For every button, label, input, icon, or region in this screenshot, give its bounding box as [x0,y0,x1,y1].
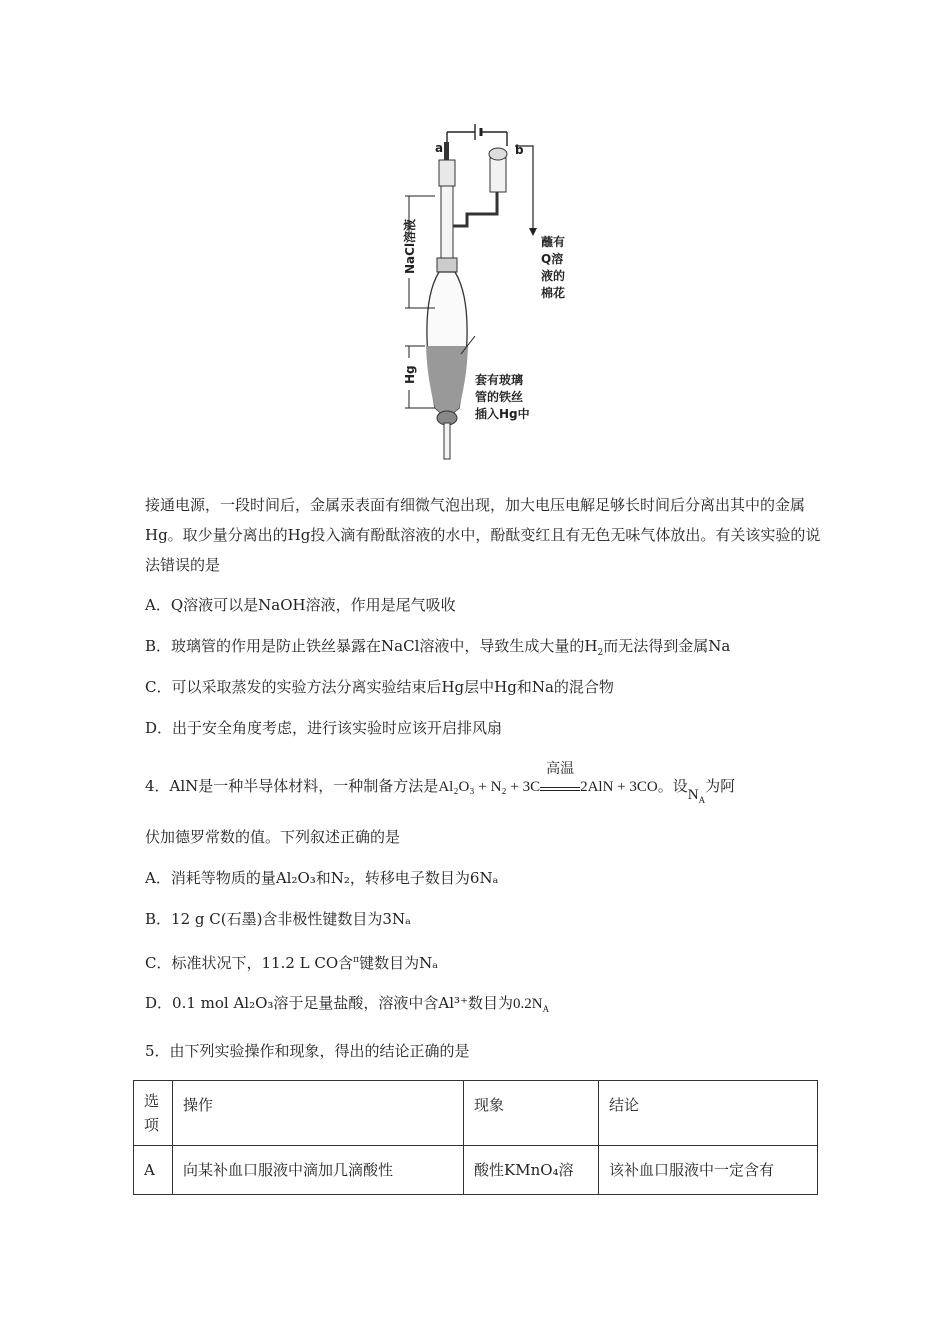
q4-stem-line2: 伏加德罗常数的值。下列叙述正确的是 [145,828,401,846]
callout-q-line3: 液的 [541,269,566,283]
funnel-joint [437,258,457,272]
row-a-option: A [134,1146,173,1195]
q3-stem: 接通电源，一段时间后，金属汞表面有细微气泡出现，加大电压电解足够长时间后分离出其中的金属Hg。取少量分离出的Hg投入滴有酚酞溶液的水中，酚酞变红且有无色无味气体放出。有关该实验的说法错误的是 [145,496,821,574]
cotton-plug [489,148,507,160]
q3-option-b: B．玻璃管的作用是防止铁丝暴露在NaCl溶液中，导致生成大量的$H_2$而无法得到金属Na [145,637,731,658]
header-phenomenon: 现象 [464,1081,599,1146]
q4-option-b: B．12 g C(石墨)含非极性键数目为3Nₐ [145,910,411,928]
label-a: a [435,141,444,155]
q4-equation: Al₂O₃ + N₂ + 3C 高温 2AlN + 3CO [438,762,658,795]
electrolysis-apparatus-figure [395,118,570,463]
q4-option-a: A．消耗等物质的量Al₂O₃和N₂，转移电子数目为6Nₐ [145,869,499,887]
q4-condition: 高温 [546,762,575,777]
row-a-operation: 向某补血口服液中滴加几滴酸性 [173,1146,464,1195]
q4-stem-line1: 4．AlN是一种半导体材料，一种制备方法是Al₂O₃ + N₂ + 3C 高温 2AlN + 3CO。设$N_A$为阿 [145,762,736,805]
label-nacl-solution: NaCl溶液 [403,218,417,274]
table-row [134,1146,818,1195]
q4-option-d: D．0.1 mol Al₂O₃溶于足量盐酸，溶液中含Al³⁺数目为$0.2N_A$ [145,994,550,1014]
row-a-conclusion: 该补血口服液中一定含有 [599,1146,818,1195]
left-stopper [439,160,455,186]
right-tube [490,158,506,192]
q4-option-c: C．标准状况下，11.2 L CO含$^\pi$键数目为Nₐ [145,954,438,972]
callout-glass-line1: 套有玻璃 [475,373,524,387]
callout-glass-line2: 管的铁丝 [475,390,524,404]
q3-option-c: C．可以采取蒸发的实验方法分离实验结束后Hg层中Hg和Na的混合物 [145,678,614,696]
label-hg: Hg [403,365,417,384]
q5-stem: 5．由下列实验操作和现象，得出的结论正确的是 [145,1042,470,1060]
callout-glass-line3: 插入Hg中 [475,407,530,421]
callout-q-line1: 蘸有 [541,235,566,249]
mercury-layer [426,346,468,418]
label-b: b [515,143,524,157]
header-option: 选项 [134,1081,173,1146]
table-header-row [134,1081,818,1146]
callout-q-line4: 棉花 [541,286,566,300]
callout-q-line2: Q溶 [541,252,564,266]
q5-table [133,1080,818,1195]
header-operation: 操作 [173,1081,464,1146]
q3-option-d: D．出于安全角度考虑，进行该实验时应该开启排风扇 [145,719,503,737]
q3-option-a: A．Q溶液可以是NaOH溶液，作用是尾气吸收 [145,596,456,614]
row-a-phenomenon: 酸性KMnO₄溶 [464,1146,599,1195]
header-conclusion: 结论 [599,1081,818,1146]
